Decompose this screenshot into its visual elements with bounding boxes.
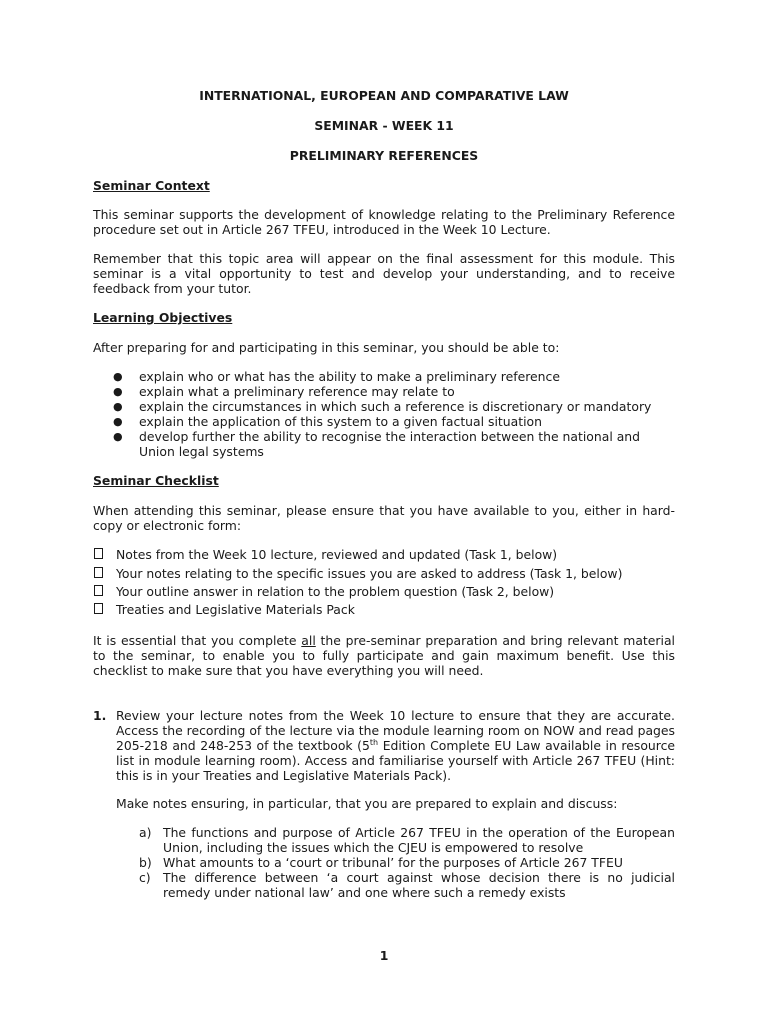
subitem-text: The functions and purpose of Article 267 TFEU in the operation of the European Union, including the issues which the CJEU is empowered to resolve [163,825,675,855]
checklist-note-emphasis: all [301,633,316,648]
subitem-label: b) [139,855,152,870]
checkbox-icon[interactable] [94,585,103,596]
objective-item-text: explain the circumstances in which such a reference is discretionary or mandatory [139,399,652,414]
document-topic: PRELIMINARY REFERENCES [289,148,479,163]
subitem-label: a) [139,825,152,840]
task-notes-intro: Make notes ensuring, in particular, that you are prepared to explain and discuss: [116,796,618,811]
page-number: 1 [379,948,389,963]
bullet-icon: ● [113,400,123,413]
objective-item-text: explain who or what has the ability to make a preliminary reference [139,369,560,384]
objective-item-text: explain what a preliminary reference may relate to [139,384,455,399]
bullet-icon: ● [113,415,123,428]
heading-seminar-checklist: Seminar Checklist [93,473,219,488]
subitem-text: What amounts to a ‘court or tribunal’ for the purposes of Article 267 TFEU [163,855,623,870]
heading-seminar-context: Seminar Context [93,178,210,193]
objective-item-text: explain the application of this system to a given factual situation [139,414,542,429]
checklist-item-text: Treaties and Legislative Materials Pack [116,602,355,617]
bullet-icon: ● [113,430,123,443]
document-subtitle: SEMINAR - WEEK 11 [314,118,454,133]
subitem-text: The difference between ‘a court against whose decision there is no judicial remedy under national law’ and one where such a remedy exists [163,870,675,900]
checklist-item-text: Your notes relating to the specific issues you are asked to address (Task 1, below) [116,566,623,581]
task-text-superscript: th [369,737,379,747]
task-instructions [116,708,675,783]
objective-item-text: develop further the ability to recognise the interaction between the national and Union legal systems [139,429,641,459]
checklist-intro: When attending this seminar, please ensure that you have available to you, either in hard-copy or electronic form: [93,503,675,533]
checklist-item-text: Your outline answer in relation to the problem question (Task 2, below) [116,584,555,599]
context-paragraph-1: This seminar supports the development of knowledge relating to the Preliminary Reference procedure set out in Article 267 TFEU, introduced in the Week 10 Lecture. [93,207,675,237]
context-paragraph-2: Remember that this topic area will appear on the final assessment for this module. This seminar is a vital opportunity to test and develop your understanding, and to receive feedback from your tutor. [93,251,675,296]
checklist-note-start: It is essential that you complete [93,633,302,648]
bullet-icon: ● [113,370,123,383]
bullet-icon: ● [113,385,123,398]
checkbox-icon[interactable] [94,548,103,559]
checkbox-icon[interactable] [94,567,103,578]
heading-learning-objectives: Learning Objectives [93,310,233,325]
document-title: INTERNATIONAL, EUROPEAN AND COMPARATIVE LAW [199,88,569,103]
task-text-end: Edition Complete EU Law available in resource list in module learning room). Access and familiarise yourself with Article 267 TFEU (Hint: this is in your Treaties and Legislative Materials Pack). [116,738,676,783]
task-text-start: Review your lecture notes from the Week 10 lecture to ensure that they are accurate. Access the recording of the lecture via the module learning room on NOW and read pages 205-218 and 248-253 of the textbook (5 [116,708,675,753]
task-number: 1. [93,708,107,723]
checklist-note [93,633,675,678]
objectives-intro: After preparing for and participating in this seminar, you should be able to: [93,340,560,355]
checklist-item-text: Notes from the Week 10 lecture, reviewed and updated (Task 1, below) [116,547,558,562]
checkbox-icon[interactable] [94,603,103,614]
subitem-label: c) [139,870,151,885]
checklist-note-end: the pre-seminar preparation and bring relevant material to the seminar, to enable you to fully participate and gain maximum benefit. Use this checklist to make sure that you have everything you will need. [93,633,675,678]
